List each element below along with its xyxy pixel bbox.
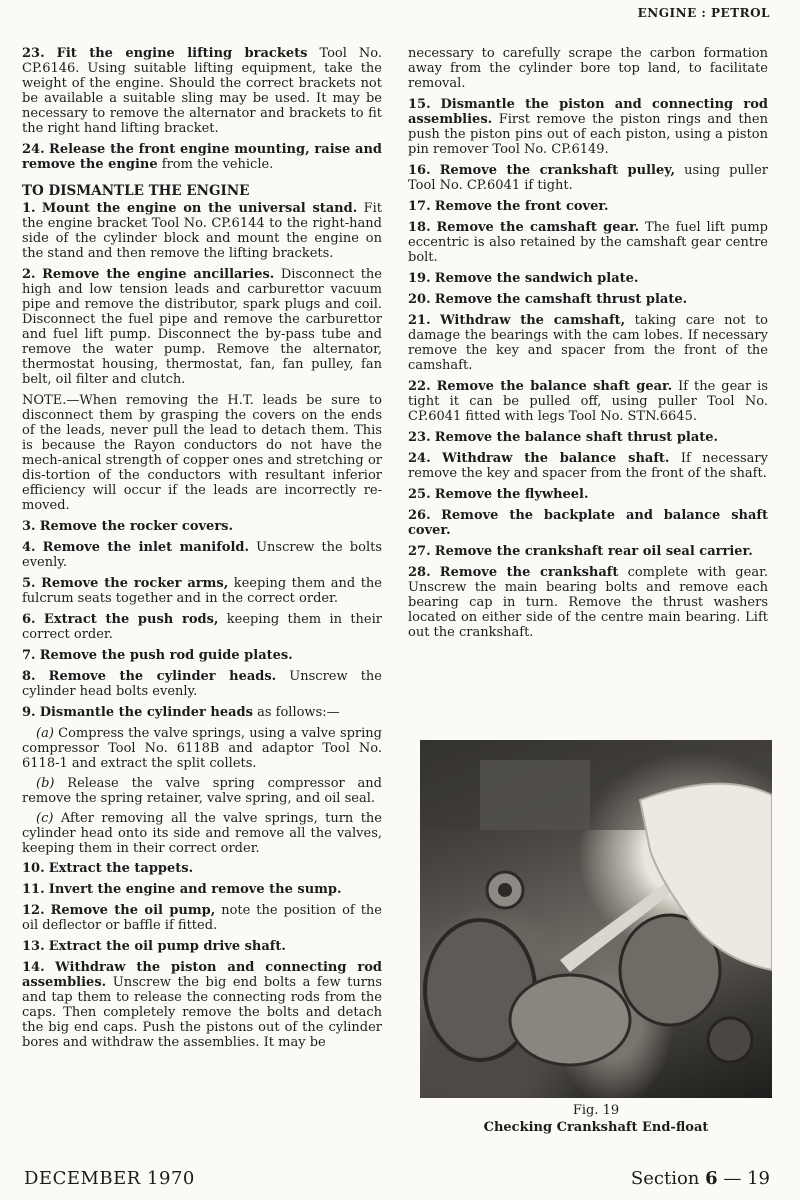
step-heading: Fit the engine lifting brackets	[56, 46, 308, 61]
step-number: 24.	[22, 142, 45, 157]
left-column	[22, 46, 382, 1056]
section-label: Section	[630, 1168, 706, 1189]
step-heading: Remove the push rod guide plates.	[39, 648, 293, 663]
step-text: Unscrew the bolts evenly.	[22, 540, 382, 570]
step-text: Unscrew the big end bolts a few turns and tap them to release the connecting rods from the caps. Then completely remove the bolts and detach the big end caps. Push the pistons out of the cylinder bores and withdraw the assemblies. It may be	[22, 975, 382, 1050]
note-paragraph: NOTE.—When removing the H.T. leads be sure to disconnect them by grasping the covers on the ends of the leads, never pull the lead to detach them. This is because the Rayon conductors do not have the mech-anical strength of copper ones and stretching or dis-tortion of the conductors with resultant inferior efficiency will occur if the leads are incorrectly re-moved.	[22, 393, 382, 513]
step-number: 9.	[22, 705, 36, 720]
step-number: 14.	[22, 960, 45, 975]
step-text: using puller Tool No. CP.6041 if tight.	[408, 163, 768, 193]
step-paragraph	[22, 669, 382, 699]
step-heading: Withdraw the balance shaft.	[442, 451, 670, 466]
step-paragraph	[408, 487, 768, 502]
figure-caption	[420, 1102, 772, 1136]
step-text: Fit the engine bracket Tool No. CP.6144 to the right-hand side of the cylinder block and mount the engine on the stand and then remove the lifting brackets.	[22, 201, 382, 261]
step-number: 22.	[408, 379, 431, 394]
step-paragraph	[408, 508, 768, 538]
section-title: TO DISMANTLE THE ENGINE	[22, 183, 250, 199]
step-number: 24.	[408, 451, 431, 466]
step-paragraph	[22, 612, 382, 642]
step-text: note the position of the oil deflector or baffle if fitted.	[22, 903, 382, 933]
sub-step-paragraph	[22, 776, 382, 806]
step-heading: Remove the front cover.	[434, 199, 609, 214]
step-heading: Extract the oil pump drive shaft.	[48, 939, 286, 954]
step-paragraph	[408, 271, 768, 286]
sub-step-label: (b)	[36, 776, 55, 791]
step-paragraph	[22, 519, 382, 534]
step-heading: Withdraw the piston and connecting rod assemblies.	[22, 960, 382, 990]
step-heading: Invert the engine and remove the sump.	[48, 882, 342, 897]
step-heading: Remove the flywheel.	[434, 487, 589, 502]
step-heading: Remove the crankshaft rear oil seal carrier.	[434, 544, 753, 559]
step-number: 13.	[22, 939, 45, 954]
figure-photo-crankshaft	[420, 740, 772, 1098]
step-number: 10.	[22, 861, 45, 876]
step-heading: Mount the engine on the universal stand.	[41, 201, 358, 216]
step-paragraph	[22, 576, 382, 606]
step-number: 27.	[408, 544, 431, 559]
step-paragraph	[408, 163, 768, 193]
step-text: If necessary remove the key and spacer from the front of the shaft.	[408, 451, 768, 481]
step-number: 20.	[408, 292, 431, 307]
step-text: from the vehicle.	[157, 157, 274, 172]
step-text: as follows:—	[252, 705, 340, 720]
step-number: 11.	[22, 882, 45, 897]
step-paragraph	[22, 705, 382, 720]
step-number: 16.	[408, 163, 431, 178]
footer-date: DECEMBER 1970	[24, 1168, 195, 1189]
step-number: 1.	[22, 201, 36, 216]
step-text: The fuel lift pump eccentric is also retained by the camshaft gear centre bolt.	[408, 220, 768, 265]
step-text: First remove the piston rings and then push the piston pins out of each piston, using a piston pin remover Tool No. CP.6149.	[408, 112, 768, 157]
step-text: If the gear is tight it can be pulled off, using puller Tool No. CP.6041 fitted with legs Tool No. STN.6645.	[408, 379, 768, 424]
step-heading: Dismantle the cylinder heads	[39, 705, 253, 720]
step-paragraph	[22, 882, 382, 897]
step-text: keeping them and the fulcrum seats together and in the correct order.	[22, 576, 382, 606]
step-heading: Remove the camshaft thrust plate.	[434, 292, 688, 307]
step-paragraph	[22, 903, 382, 933]
step-heading: Remove the sandwich plate.	[434, 271, 639, 286]
step-heading: Remove the crankshaft	[439, 565, 619, 580]
step-paragraph	[408, 451, 768, 481]
step-paragraph	[408, 379, 768, 424]
figure-label: Fig. 19	[572, 1103, 620, 1118]
step-number: 23.	[408, 430, 431, 445]
sub-step-text: After removing all the valve springs, turn the cylinder head onto its side and remove all the valves, keeping them in their correct order.	[22, 811, 382, 856]
step-number: 23.	[22, 46, 45, 61]
continued-paragraph: necessary to carefully scrape the carbon formation away from the cylinder bore top land, to facilitate removal.	[408, 46, 768, 91]
step-text: Tool No. CP.6146. Using suitable lifting equipment, take the weight of the engine. Should the correct brackets not be available a suitable sling may be used. It may be necessary to remove the alternator and brackets to fit the right hand lifting bracket.	[22, 46, 383, 136]
step-heading: Remove the rocker covers.	[39, 519, 234, 534]
step-paragraph	[408, 544, 768, 559]
step-heading: Extract the tappets.	[48, 861, 194, 876]
step-number: 25.	[408, 487, 431, 502]
step-heading: Remove the cylinder heads.	[48, 669, 277, 684]
step-heading: Release the front engine mounting, raise and remove the engine	[22, 142, 382, 172]
step-number: 12.	[22, 903, 45, 918]
step-number: 19.	[408, 271, 431, 286]
step-text: keeping them in their correct order.	[22, 612, 382, 642]
sub-step-label: (a)	[36, 726, 54, 741]
sub-step-text: Release the valve spring compressor and remove the spring retainer, valve spring, and oil seal.	[22, 776, 382, 806]
step-heading: Dismantle the piston and connecting rod assemblies.	[408, 97, 768, 127]
step-heading: Remove the crankshaft pulley,	[439, 163, 676, 178]
right-column	[408, 46, 768, 646]
step-heading: Remove the rocker arms,	[41, 576, 229, 591]
section-number: 6	[705, 1168, 718, 1189]
step-number: 18.	[408, 220, 431, 235]
step-paragraph	[22, 648, 382, 663]
step-paragraph	[408, 220, 768, 265]
step-heading: Remove the balance shaft thrust plate.	[434, 430, 719, 445]
figure-title: Checking Crankshaft End-float	[483, 1120, 709, 1135]
footer-page-number	[631, 1168, 770, 1189]
step-number: 7.	[22, 648, 36, 663]
step-paragraph	[408, 430, 768, 445]
step-paragraph	[22, 267, 382, 387]
step-text: Unscrew the cylinder head bolts evenly.	[22, 669, 382, 699]
page-number: — 19	[717, 1168, 770, 1189]
step-number: 4.	[22, 540, 36, 555]
step-paragraph	[22, 939, 382, 954]
step-paragraph	[408, 565, 768, 640]
step-heading: Remove the backplate and balance shaft cover.	[408, 508, 768, 538]
step-heading: Remove the camshaft gear.	[436, 220, 640, 235]
step-heading: Remove the oil pump,	[50, 903, 216, 918]
step-heading: Remove the balance shaft gear.	[436, 379, 673, 394]
sub-step-paragraph	[22, 811, 382, 856]
step-number: 15.	[408, 97, 431, 112]
step-text: Disconnect the high and low tension leads and carburettor vacuum pipe and remove the distributor, spark plugs and coil. Disconnect the fuel pipe and remove the carburettor and fuel lift pump. Disconnect the by-pass tube and remove the water pump. Remove the alternator, thermostat housing, thermostat, fan, fan pulley, fan belt, oil filter and clutch.	[22, 267, 382, 387]
step-number: 3.	[22, 519, 36, 534]
step-paragraph	[408, 292, 768, 307]
step-paragraph	[408, 199, 768, 214]
step-paragraph	[22, 142, 382, 172]
step-paragraph	[408, 97, 768, 157]
step-number: 8.	[22, 669, 36, 684]
step-paragraph	[22, 960, 382, 1050]
step-paragraph	[22, 540, 382, 570]
page-header: ENGINE : PETROL	[637, 6, 770, 20]
step-heading: Remove the engine ancillaries.	[42, 267, 275, 282]
step-text: complete with gear. Unscrew the main bearing bolts and remove each bearing cap in turn. Remove the thrust washers located on either side of the centre main bearing. Lift out the crankshaft.	[408, 565, 768, 640]
step-number: 26.	[408, 508, 431, 523]
step-paragraph	[22, 201, 382, 261]
step-paragraph	[22, 46, 382, 136]
step-paragraph	[408, 313, 768, 373]
step-number: 6.	[22, 612, 36, 627]
step-number: 5.	[22, 576, 36, 591]
step-heading: Remove the inlet manifold.	[42, 540, 250, 555]
step-heading: Extract the push rods,	[43, 612, 219, 627]
step-number: 2.	[22, 267, 36, 282]
step-number: 17.	[408, 199, 431, 214]
photo-illustration	[420, 740, 772, 1098]
step-paragraph	[22, 861, 382, 876]
step-number: 28.	[408, 565, 431, 580]
sub-step-text: Compress the valve springs, using a valve spring compressor Tool No. 6118B and adaptor Tool No. 6118-1 and extract the split collets.	[22, 726, 382, 771]
step-text: taking care not to damage the bearings with the cam lobes. If necessary remove the key and spacer from the front of the camshaft.	[408, 313, 768, 373]
sub-step-paragraph	[22, 726, 382, 771]
step-heading: Withdraw the camshaft,	[440, 313, 626, 328]
sub-step-label: (c)	[36, 811, 54, 826]
step-number: 21.	[408, 313, 431, 328]
